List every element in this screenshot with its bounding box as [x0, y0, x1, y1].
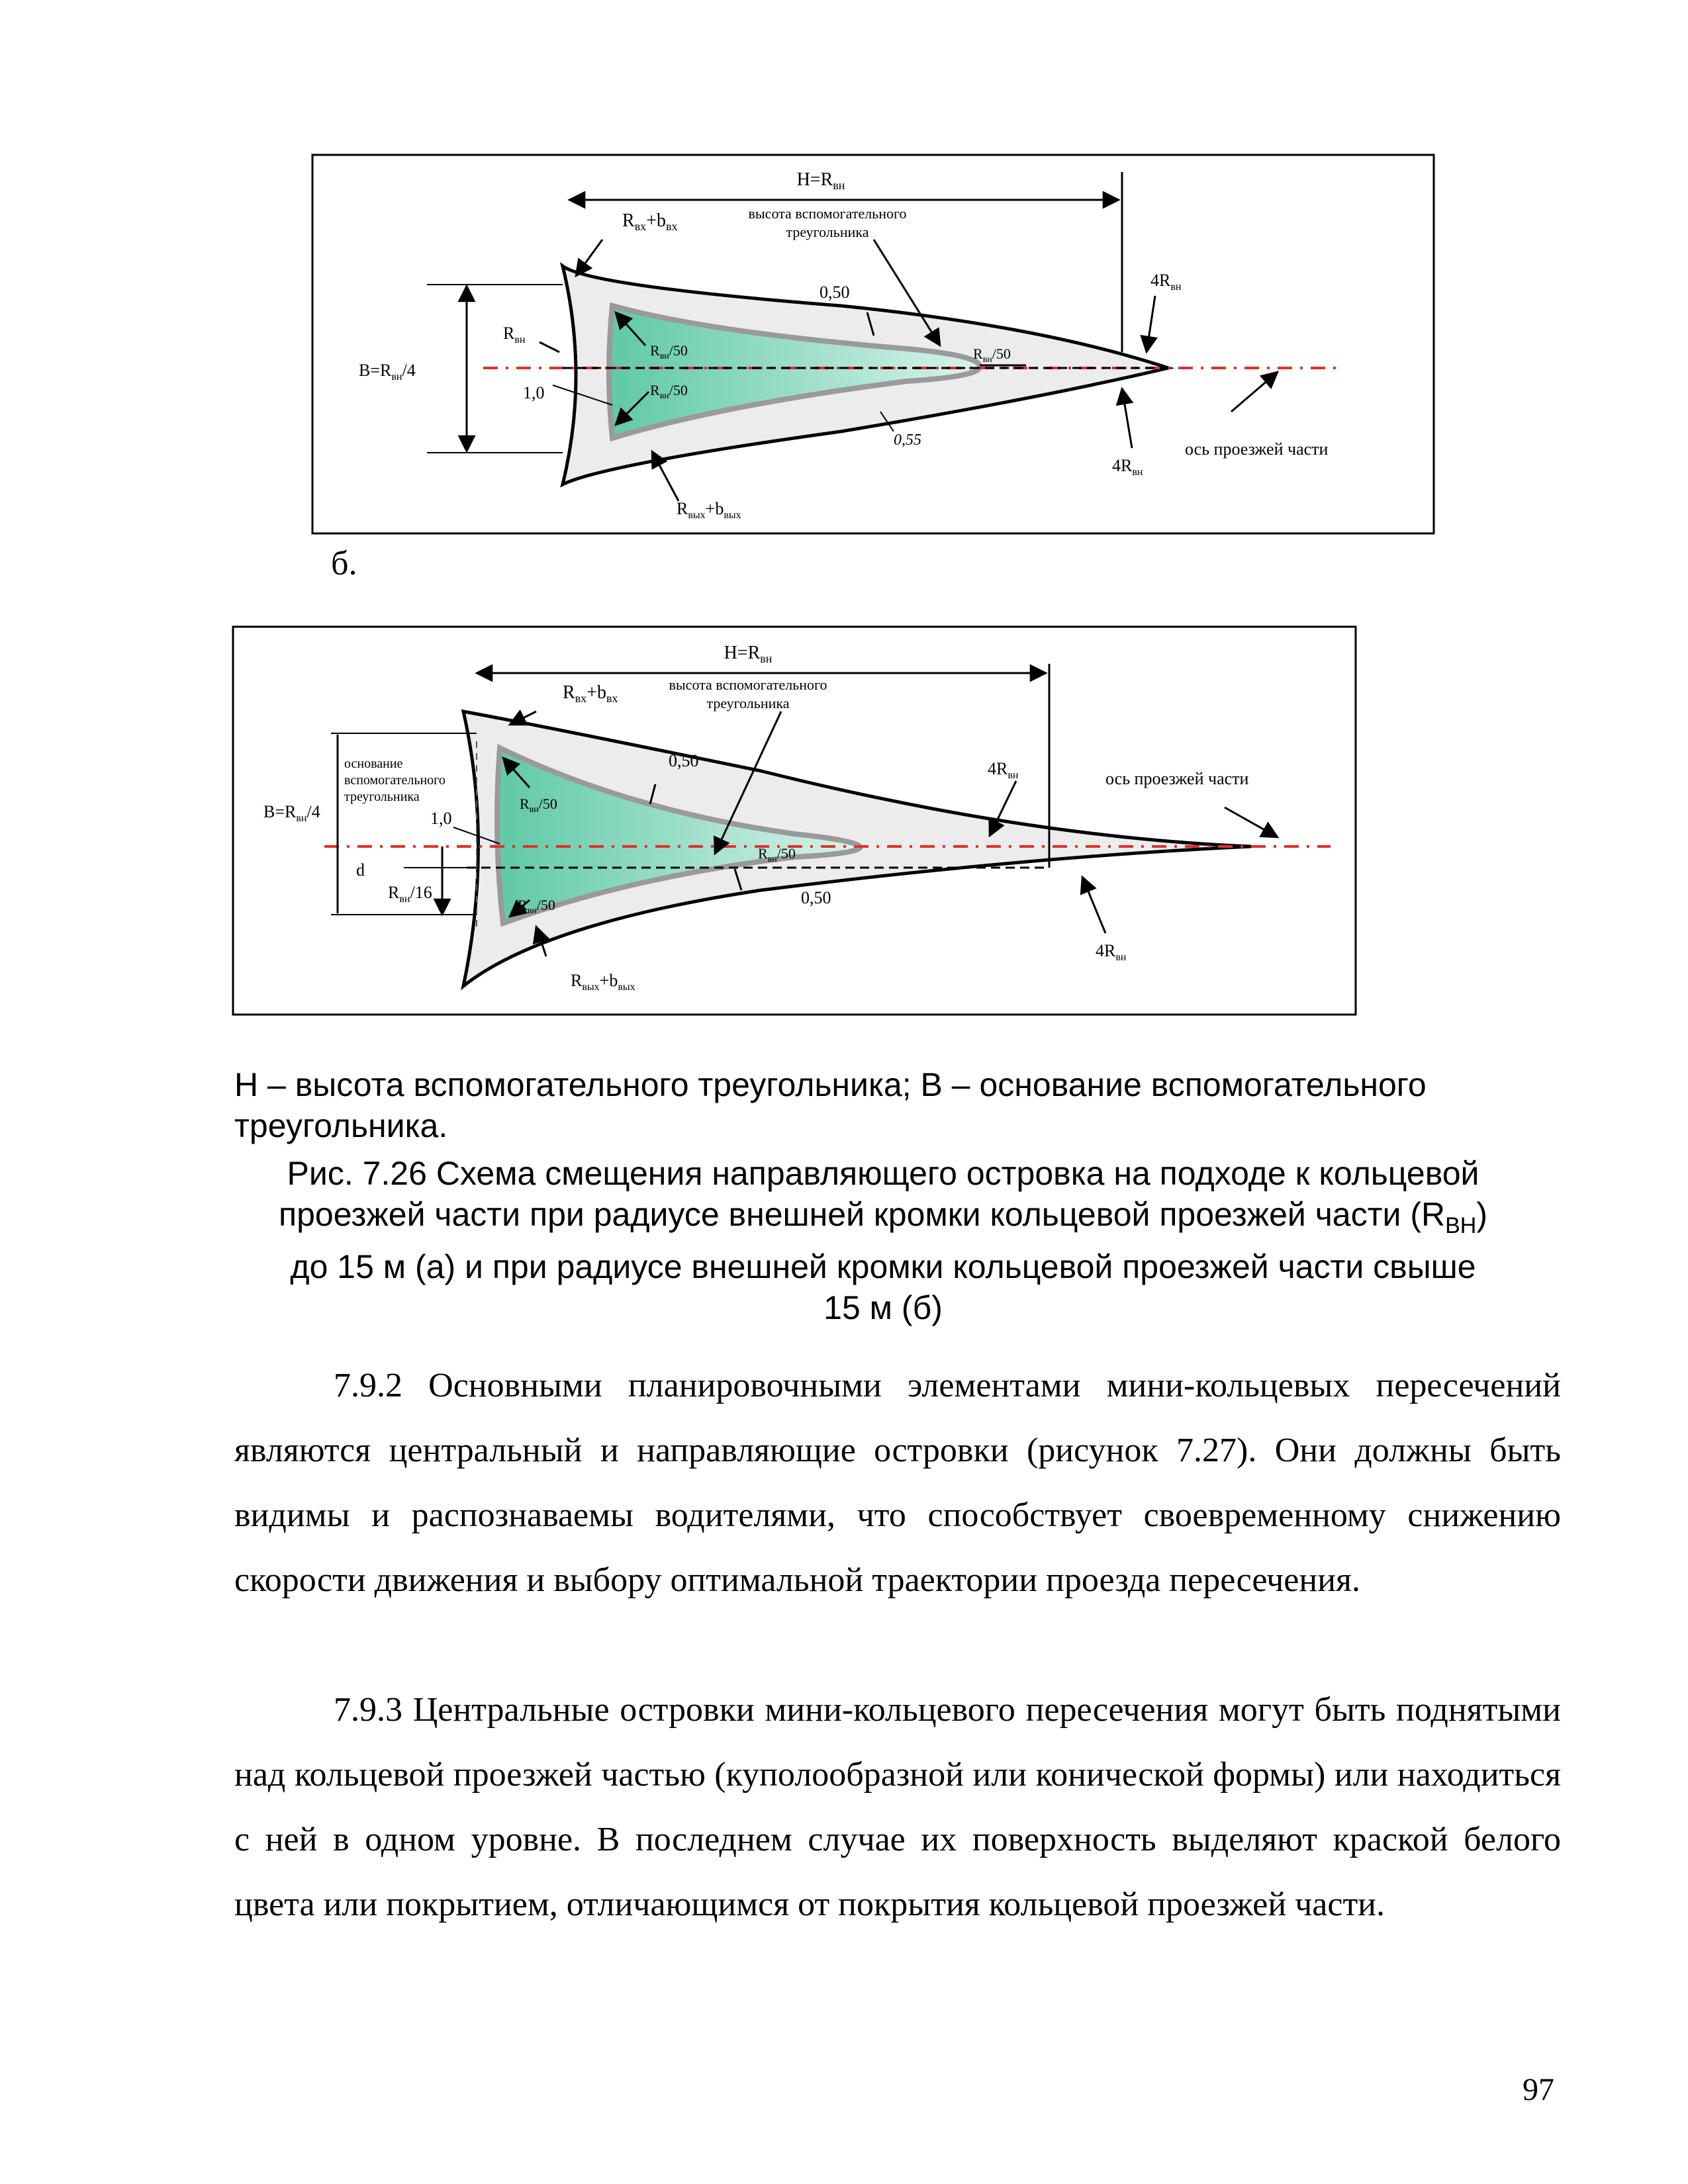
- figure-b-4r-top-label: $4R_{вн}$: [1150, 271, 1182, 293]
- figure-a-axis-label: ось проезжей части: [1105, 769, 1249, 788]
- figure-b-b-label: $B=R_{вн}/4$: [359, 361, 416, 383]
- figure-b-r50-b-label: $R_{вн}/50$: [650, 382, 688, 401]
- figure-b-r50-a-label: $R_{вн}/50$: [650, 342, 688, 361]
- figure-a-h-label: $H=R_{вн}$: [724, 643, 773, 665]
- figure-b-arrow-4r-top: [1147, 296, 1155, 352]
- figure-legend: H – высота вспомогательного треугольника; B – основание вспомогательного треугольника.: [234, 1066, 1427, 1144]
- figure-b-axis-label: ось проезжей части: [1185, 439, 1329, 459]
- figure-b-050-label: 0,50: [820, 283, 850, 302]
- caption-line-2-close: ): [1476, 1196, 1487, 1233]
- figure-b-height-text-1: высота вспомогательного: [748, 205, 907, 222]
- figure-b-caption-letter: б.: [331, 545, 357, 582]
- figure-a-height-text-2: треугольника: [706, 695, 790, 711]
- figure-a-diagram: [232, 625, 1357, 1019]
- caption-line-2-sub: ВН: [1445, 1213, 1477, 1238]
- figure-b-height-text-2: треугольника: [786, 224, 869, 240]
- figure-b-4r-bottom-label: $4R_{вн}$: [1112, 456, 1143, 478]
- caption-line-2: [234, 1194, 1532, 1246]
- figure-a-d-label: d: [356, 860, 365, 880]
- figure-b-arrow-rvn: [539, 342, 559, 352]
- figure-b-r50-c-label: $R_{вн}/50$: [973, 345, 1011, 365]
- figure-a-rvyx-label: $R_{вых}+b_{вых}$: [571, 971, 635, 993]
- figure-b-arrow-rvx: [576, 240, 602, 276]
- caption-line-2-text: проезжей части при радиусе внешней кромки кольцевой проезжей части (R: [279, 1196, 1446, 1233]
- page-number: 97: [1523, 2072, 1554, 2107]
- figure-b-10-label: 1,0: [523, 383, 545, 402]
- figure-b-arrow-axis: [1231, 372, 1278, 412]
- figure-b-diagram: [311, 154, 1436, 537]
- caption-line-3: до 15 м (а) и при радиусе внешней кромки кольцевой проезжей части свыше: [290, 1248, 1476, 1285]
- figure-a-050-top-label: 0,50: [669, 751, 699, 770]
- figure-b-h-label: $H=R_{вн}$: [796, 169, 845, 192]
- paragraph-7-9-3: [234, 1678, 1561, 1937]
- caption-line-1: Рис. 7.26 Схема смещения направляющего островка на подходе к кольцевой: [287, 1155, 1479, 1192]
- figure-a-rvx-label: $R_{вх}+b_{вх}$: [563, 682, 618, 705]
- figure-a-r16-label: $R_{вн}/16$: [388, 883, 432, 905]
- paragraph-7-9-3-text: 7.9.3 Центральные островки мини-кольцевого пересечения могут быть поднятыми над кольцевой проезжей частью (куполообразной или конической формы) или находиться с ней в одном уровне. В последнем случае их поверхность выделяют краской белого цвета или покрытием, отличающимся от покрытия кольцевой проезжей части.: [234, 1691, 1561, 1923]
- figure-a-base-text-2: вспомогательного: [344, 773, 445, 788]
- figure-a-arrow-4r-bottom: [1082, 877, 1105, 933]
- figure-a-r50-c-label: $R_{вн}/50$: [518, 897, 555, 916]
- caption-line-4: 15 м (б): [823, 1289, 943, 1326]
- figure-a-050-bottom-label: 0,50: [801, 888, 831, 907]
- paragraph-7-9-2-text: 7.9.2 Основными планировочными элементами мини-кольцевых пересечений являются центральный и направляющие островки (рисунок 7.27). Они должны быть видимы и распознаваемы водителями, что способствует своевременному снижению скорости движения и выбору оптимальной траектории проезда пересечения.: [234, 1367, 1561, 1599]
- figure-a-10-label: 1,0: [430, 809, 452, 828]
- figure-a-height-text-1: высота вспомогательного: [669, 676, 827, 693]
- figure-b-055-label: 0,55: [894, 432, 921, 449]
- figure-b-rvx-label: $R_{вх}+b_{вх}$: [622, 210, 678, 233]
- figure-a-arrow-axis: [1225, 807, 1278, 837]
- figure-a-r50-b-label: $R_{вн}/50$: [758, 845, 796, 864]
- figure-b-rvn-label: $R_{вн}$: [503, 324, 526, 345]
- figure-a-r50-a-label: $R_{вн}/50$: [520, 796, 557, 815]
- figure-b-arrow-4r-bottom: [1122, 388, 1132, 448]
- figure-a-base-text-1: основание: [344, 756, 403, 771]
- figure-a-base-text-3: треугольника: [344, 790, 420, 804]
- figure-b-rvyx-label: $R_{вых}+b_{вых}$: [677, 499, 741, 521]
- paragraph-7-9-2: [234, 1353, 1561, 1613]
- figure-a-4r-bottom-label: $4R_{вн}$: [1096, 941, 1127, 963]
- figure-a-b-label: $B=R_{вн}/4$: [263, 802, 320, 824]
- figure-a-4r-top-label: $4R_{вн}$: [988, 759, 1019, 781]
- figure-caption: [234, 1153, 1532, 1328]
